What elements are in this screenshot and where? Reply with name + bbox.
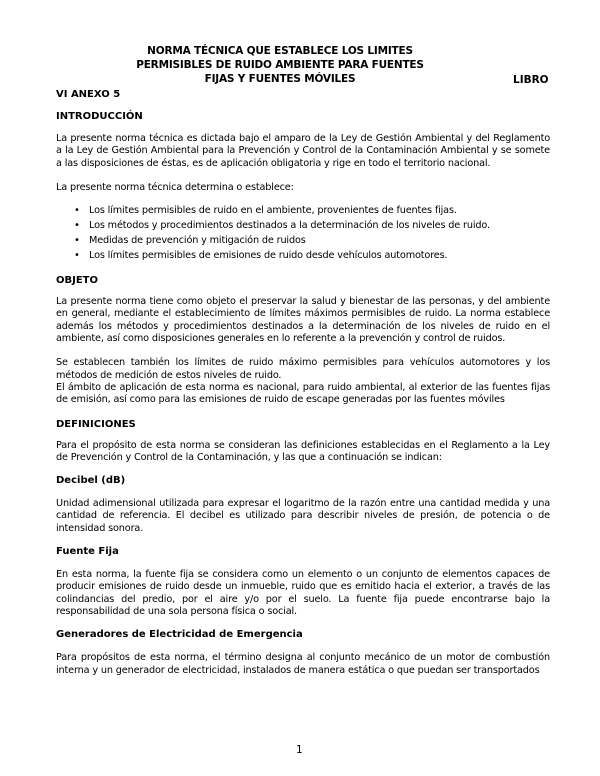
libro-label: LIBRO	[513, 74, 549, 86]
list-item: • Los límites permisibles de emisiones de ruido desde vehículos automotores.	[89, 248, 550, 263]
decibel-paragraph-1: Unidad adimensional utilizada para expresar el logaritmo de la razón entre una cantidad medida y una cantidad de referencia. El decibel es utilizado para describir niveles de presión, de potencia o de intensidad sonora.	[56, 498, 550, 534]
document-title	[120, 44, 440, 86]
fuente-fija-paragraph-1: En esta norma, la fuente fija se considera como un elemento o un conjunto de elementos capaces de producir emisiones de ruido desde un inmueble, ruido que es emitido hacia el exterior, a través de las colindancias del predio, por el aire y/o por el suelo. La fuente fija puede encontrarse bajo la responsabilidad de una sola persona física o social.	[56, 569, 550, 617]
definiciones-paragraph-1: Para el propósito de esta norma se consideran las definiciones establecidas en el Reglamento a la Ley de Prevención y Control de la Contaminación, y las que a continuación se indican:	[56, 439, 550, 463]
objeto-paragraph-3: El ámbito de aplicación de esta norma es nacional, para ruido ambiental, al exterior de las fuentes fijas de emisión, así como para las emisiones de ruido de escape generadas por las fuentes móviles	[56, 381, 550, 406]
section-heading-decibel: Decibel (dB)	[56, 475, 126, 487]
title-line-3: FIJAS Y FUENTES MÓVILES	[204, 73, 356, 85]
objeto-paragraph-2: Se establecen también los límites de ruido máximo permisibles para vehículos automotores y los métodos de medición de estos niveles de ruido.	[56, 357, 550, 381]
objeto-paragraph-1: La presente norma tiene como objeto el preservar la salud y bienestar de las personas, y del ambiente en general, mediante el establecimiento de límites máximos permisibles de ruido. La norma establece además los métodos y procedimientos destinados a la determinación de los niveles de ruido en el ambiente, así como disposiciones generales en lo referente a la prevención y control de ruidos.	[56, 296, 550, 345]
introduccion-paragraph-2: La presente norma técnica determina o establece:	[56, 181, 294, 193]
list-item: • Los límites permisibles de ruido en el ambiente, provenientes de fuentes fijas.	[89, 203, 550, 218]
section-heading-fuente-fija: Fuente Fija	[56, 546, 119, 558]
section-heading-objeto: OBJETO	[56, 275, 98, 287]
section-heading-generadores: Generadores de Electricidad de Emergencia	[56, 629, 303, 641]
title-line-1: NORMA TÉCNICA QUE ESTABLECE LOS LIMITES	[147, 45, 413, 57]
generadores-paragraph-1: Para propósitos de esta norma, el término designa al conjunto mecánico de un motor de combustión interna y un generador de electricidad, instalados de manera estática o que puedan ser transportados	[56, 652, 550, 676]
title-line-2: PERMISIBLES DE RUIDO AMBIENTE PARA FUENTES	[136, 59, 424, 71]
section-heading-definiciones: DEFINICIONES	[56, 418, 136, 430]
document-body	[56, 88, 550, 677]
list-item: • Medidas de prevención y mitigación de ruidos	[89, 233, 550, 248]
introduccion-bullet-list	[56, 203, 550, 263]
anexo-label: VI ANEXO 5	[56, 89, 121, 100]
introduccion-paragraph-1: La presente norma técnica es dictada bajo el amparo de la Ley de Gestión Ambiental y del Reglamento a la Ley de Gestión Ambiental para la Prevención y Control de la Contaminación Ambiental y se somete a las disposiciones de éstas, es de aplicación obligatoria y rige en todo el territorio nacional.	[56, 133, 550, 169]
list-item: • Los métodos y procedimientos destinados a la determinación de los niveles de ruido.	[89, 218, 550, 233]
section-heading-introduccion: INTRODUCCIÓN	[56, 111, 143, 122]
page-number: 1	[296, 744, 303, 756]
